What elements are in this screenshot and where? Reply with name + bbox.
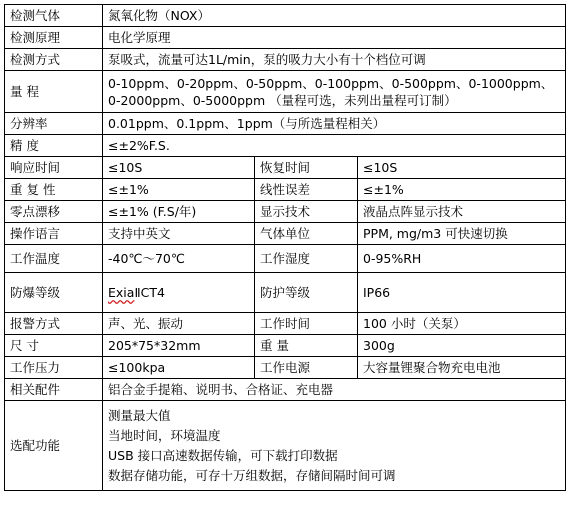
label-explosion-rating: 防爆等级 [5,273,103,313]
label-repeatability: 重 复 性 [5,179,103,201]
label-method: 检测方式 [5,49,103,71]
explosion-rating-class: ⅡCT4 [134,285,165,300]
value-gas-type: 氮氧化物（NOX） [103,5,566,27]
optional-item: 测量最大值 [108,407,171,423]
label-gas-type: 检测气体 [5,5,103,27]
row-explosion [5,273,566,313]
value-linearity: ≤±1% [358,179,566,201]
row-optional [5,401,566,491]
label-response-time: 响应时间 [5,157,103,179]
value-repeatability: ≤±1% [103,179,255,201]
row-pressure [5,357,566,379]
row-resolution [5,113,566,135]
value-work-time: 100 小时（关泵） [358,313,566,335]
value-language: 支持中英文 [103,223,255,245]
value-resolution: 0.01ppm、0.1ppm、1ppm（与所选量程相关） [103,113,566,135]
value-explosion-rating [103,273,255,313]
row-alarm [5,313,566,335]
label-resolution: 分辨率 [5,113,103,135]
row-accessories [5,379,566,401]
row-response [5,157,566,179]
label-alarm: 报警方式 [5,313,103,335]
label-recovery-time: 恢复时间 [255,157,358,179]
optional-item: USB 接口高速数据传输，可下载打印数据 [108,447,338,463]
explosion-rating-exia: Exia [108,285,135,300]
row-repeatability [5,179,566,201]
value-humidity: 0-95%RH [358,245,566,273]
value-range: 0-10ppm、0-20ppm、0-50ppm、0-100ppm、0-500ppm、0-1000ppm、0-2000ppm、0-5000ppm （量程可选，未列出量程可订制） [103,71,566,113]
label-weight: 重 量 [255,335,358,357]
label-accessories: 相关配件 [5,379,103,401]
row-accuracy [5,135,566,157]
row-size [5,335,566,357]
label-principle: 检测原理 [5,27,103,49]
row-zero-drift [5,201,566,223]
value-accessories: 铝合金手提箱、说明书、合格证、充电器 [103,379,566,401]
row-principle [5,27,566,49]
optional-item: 数据存储功能，可存十万组数据，存储间隔时间可调 [108,467,396,483]
value-optional [103,401,566,491]
label-display: 显示技术 [255,201,358,223]
label-accuracy: 精 度 [5,135,103,157]
value-power: 大容量锂聚合物充电电池 [358,357,566,379]
label-temperature: 工作温度 [5,245,103,273]
label-range: 量 程 [5,71,103,113]
value-display: 液晶点阵显示技术 [358,201,566,223]
row-range [5,71,566,113]
value-temperature: -40℃～70℃ [103,245,255,273]
row-method [5,49,566,71]
label-work-time: 工作时间 [255,313,358,335]
label-humidity: 工作湿度 [255,245,358,273]
label-protection-rating: 防护等级 [255,273,358,313]
label-linearity: 线性误差 [255,179,358,201]
value-recovery-time: ≤10S [358,157,566,179]
value-pressure: ≤100kpa [103,357,255,379]
label-optional: 选配功能 [5,401,103,491]
value-method: 泵吸式，流量可达1L/min，泵的吸力大小有十个档位可调 [103,49,566,71]
spec-table [4,4,566,491]
label-gas-unit: 气体单位 [255,223,358,245]
value-gas-unit: PPM, mg/m3 可快速切换 [358,223,566,245]
optional-item: 当地时间，环境温度 [108,427,221,443]
value-size: 205*75*32mm [103,335,255,357]
label-language: 操作语言 [5,223,103,245]
value-protection-rating: IP66 [358,273,566,313]
row-temperature [5,245,566,273]
label-pressure: 工作压力 [5,357,103,379]
row-gas-type [5,5,566,27]
row-language [5,223,566,245]
value-accuracy: ≤±2%F.S. [103,135,566,157]
value-principle: 电化学原理 [103,27,566,49]
label-zero-drift: 零点漂移 [5,201,103,223]
value-weight: 300g [358,335,566,357]
value-response-time: ≤10S [103,157,255,179]
value-zero-drift: ≤±1% (F.S/年) [103,201,255,223]
value-alarm: 声、光、振动 [103,313,255,335]
label-size: 尺 寸 [5,335,103,357]
label-power: 工作电源 [255,357,358,379]
